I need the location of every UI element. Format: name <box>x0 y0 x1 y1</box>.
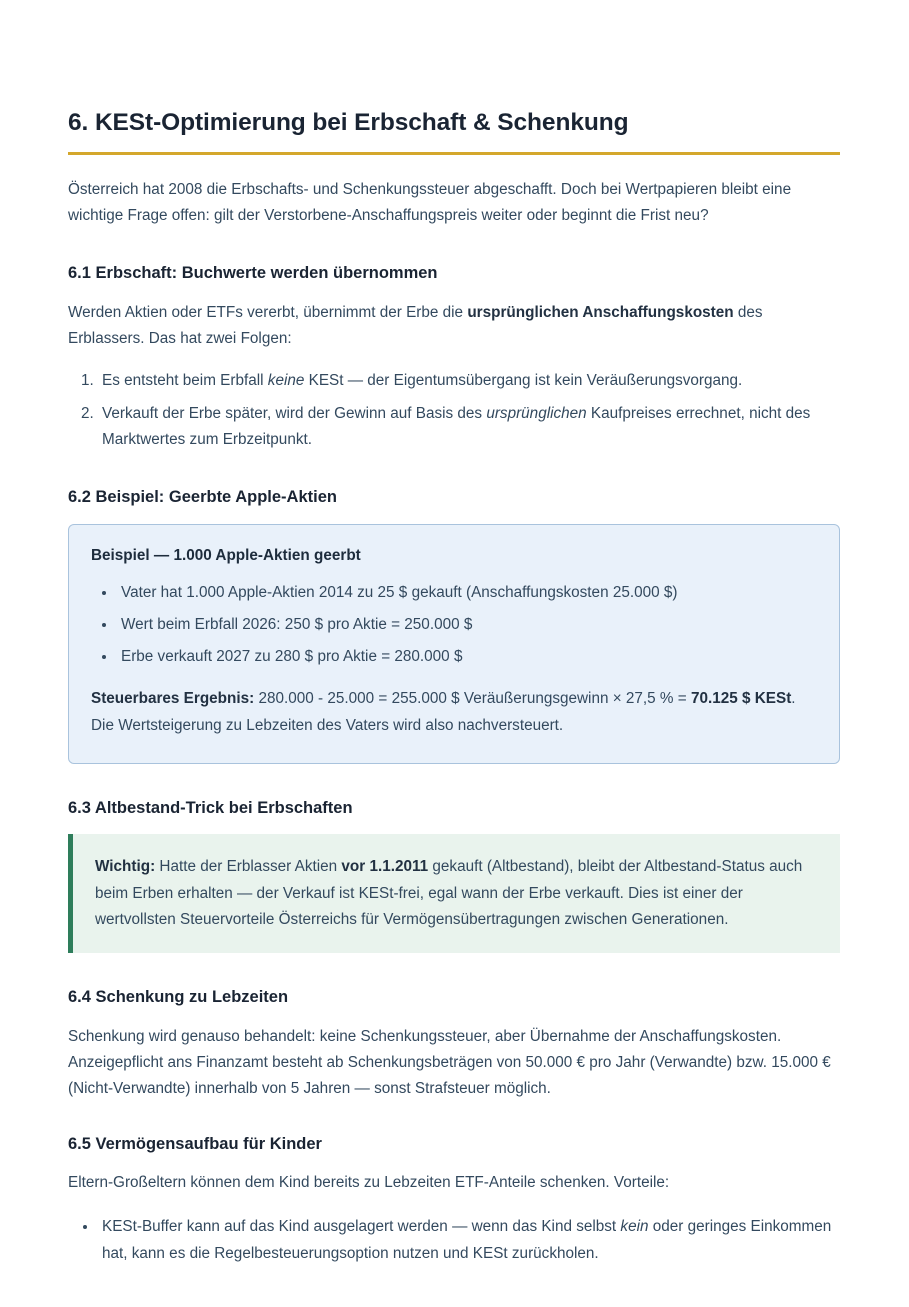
list-item-lead: Verkauft der Erbe später, wird der Gewinn auf Basis des <box>102 404 487 422</box>
example-box-result <box>91 686 815 739</box>
section-6-1-paragraph <box>68 300 840 353</box>
paragraph-emphasis-anschaffungskosten: ursprünglichen Anschaffungskosten <box>467 303 734 321</box>
example-box-bullet-list <box>91 580 815 671</box>
list-item <box>98 368 840 394</box>
list-item-tail: oder geringes Einkommen hat, kann es die Regelbesteuerungsoption nutzen und KESt zurückholen. <box>102 1218 832 1262</box>
important-note-callout <box>68 834 840 953</box>
section-heading-6-4: 6.4 Schenkung zu Lebzeiten <box>68 988 289 1007</box>
section-heading-6-1: 6.1 Erbschaft: Buchwerte werden übernommen <box>68 264 438 283</box>
section-heading-6-2: 6.2 Beispiel: Geerbte Apple-Aktien <box>68 488 337 507</box>
example-callout-box <box>68 524 840 764</box>
note-text-lead: Hatte der Erblasser Aktien <box>155 858 342 876</box>
intro-paragraph: Österreich hat 2008 die Erbschafts- und Schenkungssteuer abgeschafft. Doch bei Wertpapieren bleibt eine wichtige Frage offen: gilt der Verstorbene-Anschaffungspreis weiter oder beginnt die Frist neu? <box>68 180 792 224</box>
result-amount: 70.125 $ KESt <box>690 690 792 708</box>
list-item <box>98 401 840 454</box>
page-title: 6. KESt-Optimierung bei Erbschaft & Schenkung <box>68 109 629 136</box>
list-item-italic: ursprünglichen <box>486 404 587 422</box>
section-heading-6-5: 6.5 Vermögensaufbau für Kinder <box>68 1134 322 1153</box>
section-6-5-bullet-list <box>68 1214 840 1267</box>
section-6-1-ordered-list <box>68 368 840 453</box>
paragraph-text-tail: des Erblassers. Das hat zwei Folgen: <box>68 303 763 347</box>
paragraph-text-lead: Werden Aktien oder ETFs vererbt, übernimmt der Erbe die <box>68 303 468 321</box>
list-item: • Erbe verkauft 2027 zu 280 $ pro Aktie = 280.000 $ <box>117 644 815 670</box>
list-item: • Vater hat 1.000 Apple-Aktien 2014 zu 25 $ gekauft (Anschaffungskosten 25.000 $) <box>117 580 815 606</box>
section-6-4-paragraph: Schenkung wird genauso behandelt: keine Schenkungssteuer, aber Übernahme der Anschaffungskosten. Anzeigepflicht ans Finanzamt besteht ab Schenkungsbeträgen von 50.000 € pro Jahr (Verwandte) bzw. 15.000 € (Nicht-Verwandte) innerhalb von 5 Jahren — sonst Strafsteuer möglich. <box>68 1027 831 1098</box>
list-item: • Wert beim Erbfall 2026: 250 $ pro Aktie = 250.000 $ <box>117 612 815 638</box>
result-calculation: 280.000 - 25.000 = 255.000 $ Veräußerungsgewinn × 27,5 % = <box>254 690 691 708</box>
list-item-tail: KESt — der Eigentumsübergang ist kein Veräußerungsvorgang. <box>304 372 743 390</box>
result-note: . Die Wertsteigerung zu Lebzeiten des Vaters wird also nachversteuert. <box>91 690 796 734</box>
note-text-tail: gekauft (Altbestand), bleibt der Altbestand-Status auch beim Erben erhalten — der Verkauf ist KESt-frei, egal wann der Erbe verkauft. Dies ist einer der wertvollsten Steuervorteile Österreichs für Vermögensübertragungen zwischen Generationen. <box>95 858 803 929</box>
note-text <box>95 854 816 933</box>
section-6-5-paragraph: Eltern-Großeltern können dem Kind bereits zu Lebzeiten ETF-Anteile schenken. Vorteile: <box>68 1174 670 1192</box>
list-item-lead: Es entsteht beim Erbfall <box>102 372 268 390</box>
note-date-emphasis: vor 1.1.2011 <box>341 858 429 876</box>
list-item-italic: kein <box>620 1218 649 1236</box>
note-label: Wichtig: <box>95 858 156 876</box>
section-heading-6-3: 6.3 Altbestand-Trick bei Erbschaften <box>68 799 353 817</box>
list-item-italic: keine <box>267 372 305 390</box>
list-item <box>98 1214 840 1267</box>
list-item-tail: Kaufpreises errechnet, nicht des Marktwertes zum Erbzeitpunkt. <box>102 404 811 448</box>
example-box-title: Beispiel — 1.000 Apple-Aktien geerbt <box>91 546 361 564</box>
title-divider <box>68 152 840 155</box>
result-label: Steuerbares Ergebnis: <box>91 690 255 708</box>
list-item-lead: KESt-Buffer kann auf das Kind ausgelagert werden — wenn das Kind selbst <box>102 1218 621 1236</box>
